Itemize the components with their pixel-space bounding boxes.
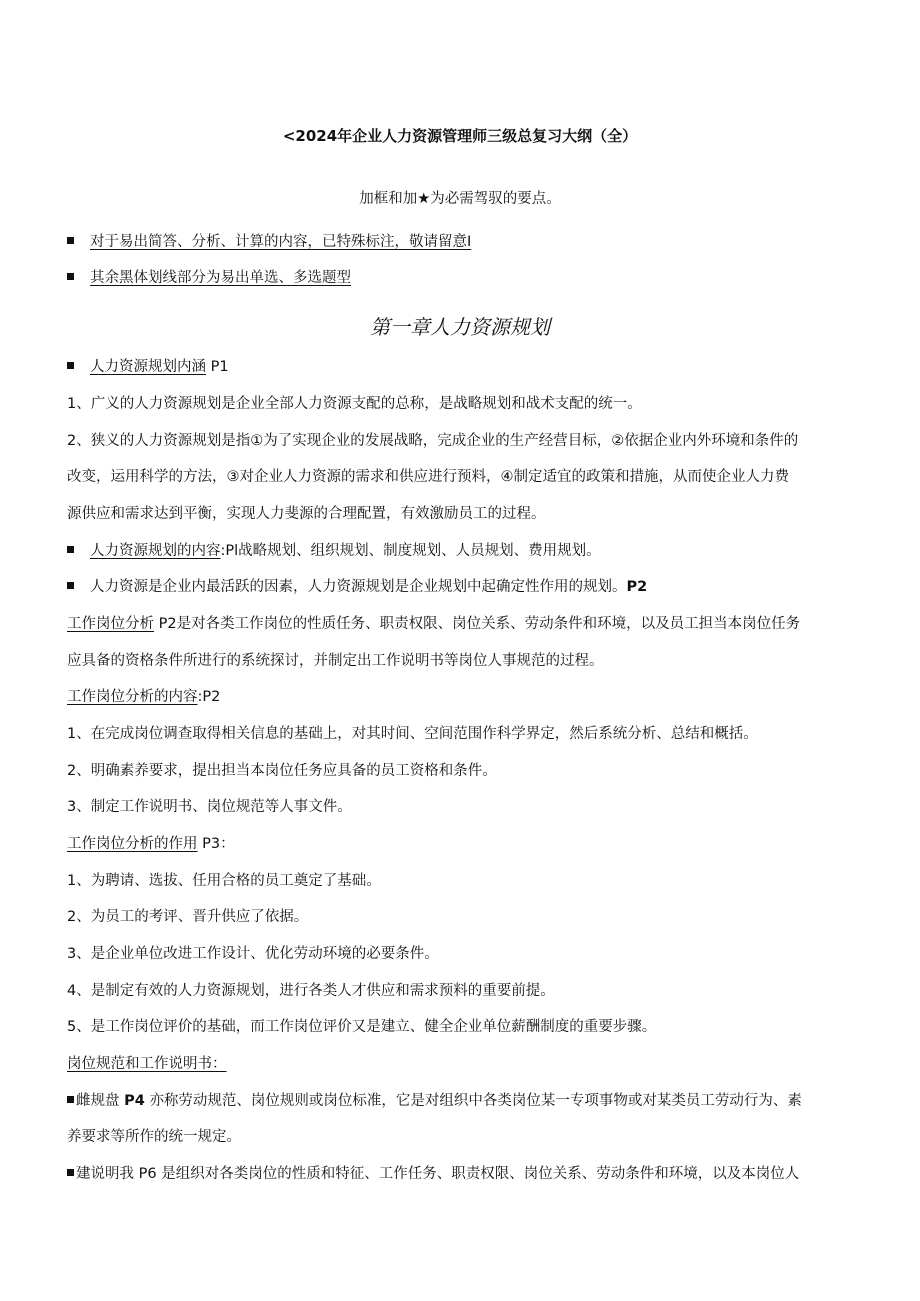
job-analysis-line-2: 应具备的资格条件所进行的系统探讨，并制定出工作说明书等岗位人事规范的过程。 <box>67 653 604 669</box>
square-bullet-icon <box>67 1096 74 1103</box>
square-bullet-icon <box>67 546 74 553</box>
job-analysis-line-1: 工作岗位分析 P2是对各类工作岗位的性质任务、职责权限、岗位关系、劳动条件和环境，以及员工担当本岗位任务 <box>67 616 801 632</box>
section-heading-analysis-role: 工作岗位分析的作用 P3： <box>67 836 235 852</box>
square-bullet-icon <box>67 582 74 589</box>
bullet-planning-content: 人力资源规划的内容:Pl战略规划、组织规划、制度规划、人员规划、费用规划。 <box>67 541 601 561</box>
chapter-title: 第一章人力资源规划 <box>370 315 550 339</box>
paragraph-narrow-line-3: 源供应和需求达到平衡，实现人力斐源的合理配置，有效激励员工的过程。 <box>67 506 546 522</box>
list-item: 5、是工作岗位评价的基础，而工作岗位评价又是建立、健全企业单位薪酬制度的重要步骤。 <box>67 1019 657 1035</box>
list-item: 1、在完成岗位调查取得相关信息的基础上，对其时间、空间范围作科学界定，然后系统分析、总结和概括。 <box>67 726 758 742</box>
square-bullet-icon <box>67 273 74 280</box>
spec-definition-line-1: 雌规盘 P4 亦称劳动规范、岗位规则或岗位标准，它是对组织中各类岗位某一专项事物或对某类员工劳动行为、素 <box>67 1091 802 1111</box>
document-title: <2024年企业人力资源管理师三级总复习大纲（全） <box>282 127 638 145</box>
section-heading-analysis-content: 工作岗位分析的内容:P2 <box>67 689 221 705</box>
paragraph-narrow-line-1: 2、狭义的人力资源规划是指①为了实现企业的发展战略，完成企业的生产经营目标，②依据企业内外环境和条件的 <box>67 433 799 449</box>
spec-definition-line-2: 养要求等所作的统一规定。 <box>67 1129 241 1145</box>
list-item: 4、是制定有效的人力资源规划，进行各类人才供应和需求预料的重要前提。 <box>67 983 555 999</box>
intro-note: 加框和加★为必需驾驭的要点。 <box>359 191 561 207</box>
list-item: 3、是企业单位改进工作设计、优化劳动环境的必要条件。 <box>67 946 439 962</box>
list-item: 2、为员工的考评、晋升供应了依据。 <box>67 909 309 925</box>
square-bullet-icon <box>67 362 74 369</box>
section-heading-planning: 人力资源规划内涵 P1 <box>67 357 229 377</box>
paragraph-broad-definition: 1、广义的人力资源规划是企业全部人力资源支配的总称，是战略规划和战术支配的统一。 <box>67 396 642 412</box>
bullet-note-2: 其余黑体划线部分为易出单选、多选题型 <box>67 268 351 288</box>
square-bullet-icon <box>67 1169 74 1176</box>
bullet-note-1: 对于易出简答、分析、计算的内容，已特殊标注，敬请留意I <box>67 232 471 252</box>
section-heading-spec: 岗位规范和工作说明书： <box>67 1056 227 1072</box>
paragraph-narrow-line-2: 改变，运用科学的方法，③对企业人力资源的需求和供应进行预料，④制定适宜的政策和措施，从而使企业人力费 <box>67 469 789 485</box>
list-item: 3、制定工作说明书、岗位规范等人事文件。 <box>67 799 352 815</box>
job-description-line-1: 建说明我 P6 是组织对各类岗位的性质和特征、工作任务、职责权限、岗位关系、劳动条件和环境，以及本岗位人 <box>67 1164 799 1184</box>
bullet-hr-active-factor: 人力资源是企业内最活跃的因素，人力资源规划是企业规划中起确定性作用的规划。P2 <box>67 577 647 597</box>
square-bullet-icon <box>67 237 74 244</box>
list-item: 1、为聘请、选拔、任用合格的员工奠定了基础。 <box>67 873 381 889</box>
list-item: 2、明确素养要求，提出担当本岗位任务应具备的员工资格和条件。 <box>67 763 497 779</box>
